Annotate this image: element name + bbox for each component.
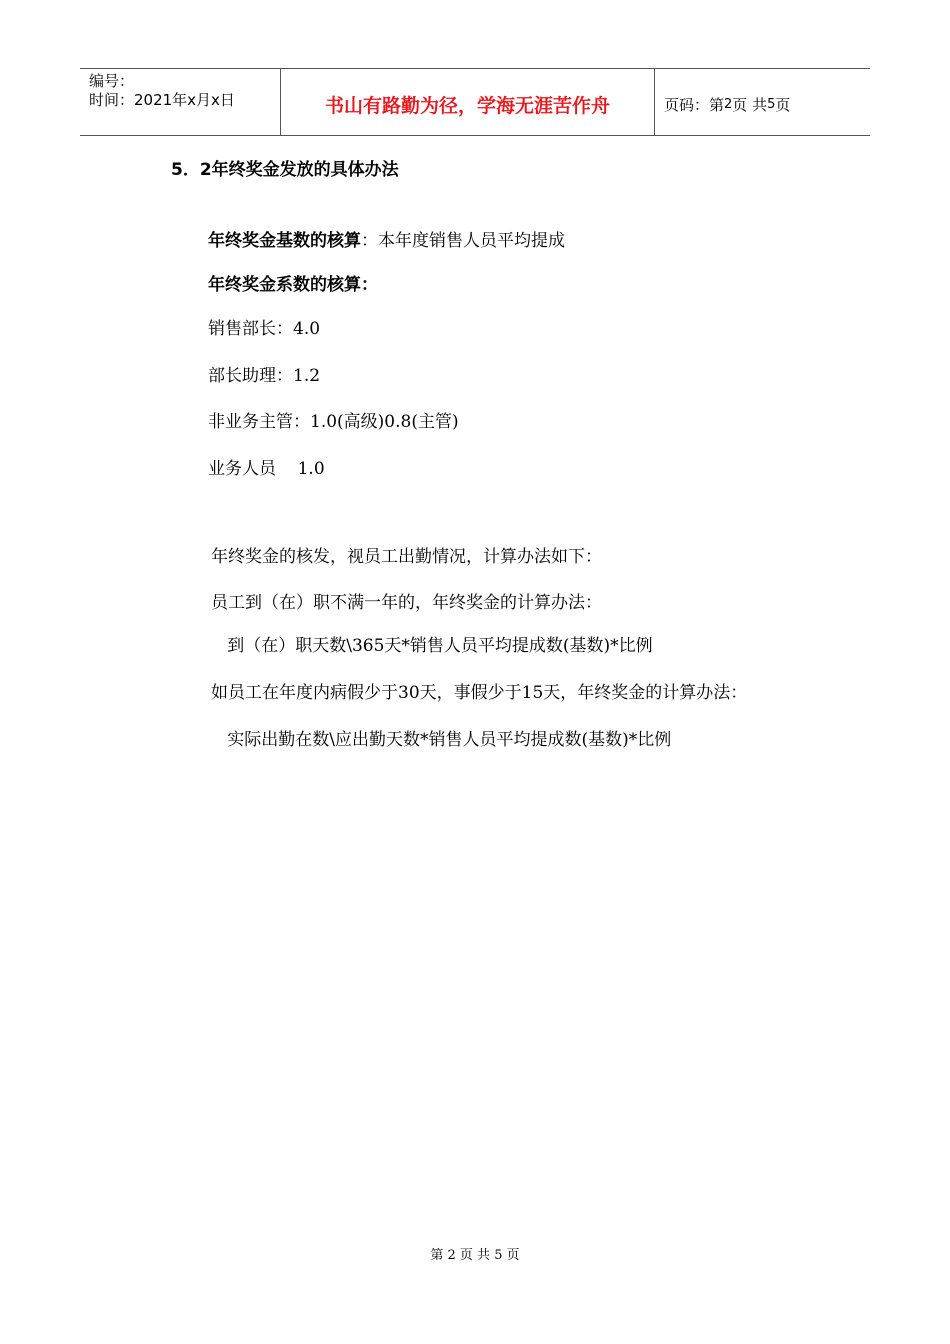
paragraph: 员工到（在）职不满一年的，年终奖金的计算办法：: [211, 593, 602, 613]
formula-line: 到（在）职天数\365天*销售人员平均提成数(基数)*比例: [211, 636, 653, 656]
page-mid: 页 共: [732, 95, 768, 114]
page-current: 2: [724, 96, 733, 112]
paragraph: 年终奖金的核发，视员工出勤情况，计算办法如下：: [211, 547, 602, 567]
paragraph: 如员工在年度内病假少于30天，事假少于15天，年终奖金的计算办法：: [211, 683, 748, 703]
page-total: 5: [767, 96, 776, 112]
header-page-info: [655, 69, 870, 135]
coefficient-item: 部长助理：1.2: [208, 366, 321, 386]
coefficient-item: 销售部长：4.0: [208, 319, 321, 339]
page-label: 页码：第: [664, 95, 725, 114]
page-end: 页: [775, 95, 791, 114]
page-header: [80, 68, 870, 136]
coefficient-heading: [208, 274, 378, 296]
formula-line: 实际出勤在数\应出勤天数*销售人员平均提成数(基数)*比例: [211, 730, 672, 750]
document-number-label: 编号：: [89, 72, 135, 90]
document-date-label: 时间：2021年x月x日: [89, 91, 235, 109]
page-footer: 第 2 页 共 5 页: [430, 1248, 520, 1263]
base-calculation-value: ：本年度销售人员平均提成: [361, 231, 565, 251]
header-motto: 书山有路勤为径，学海无涯苦作舟: [281, 69, 655, 135]
coefficient-label: 年终奖金系数的核算：: [208, 275, 378, 295]
header-meta: [80, 69, 281, 135]
base-calculation-label: 年终奖金基数的核算: [208, 231, 361, 251]
coefficient-item: 业务人员 1.0: [208, 459, 325, 479]
section-title: 5．2年终奖金发放的具体办法: [171, 160, 399, 180]
base-calculation-line: [208, 230, 565, 252]
coefficient-item: 非业务主管：1.0(高级)0.8(主管): [208, 412, 459, 432]
